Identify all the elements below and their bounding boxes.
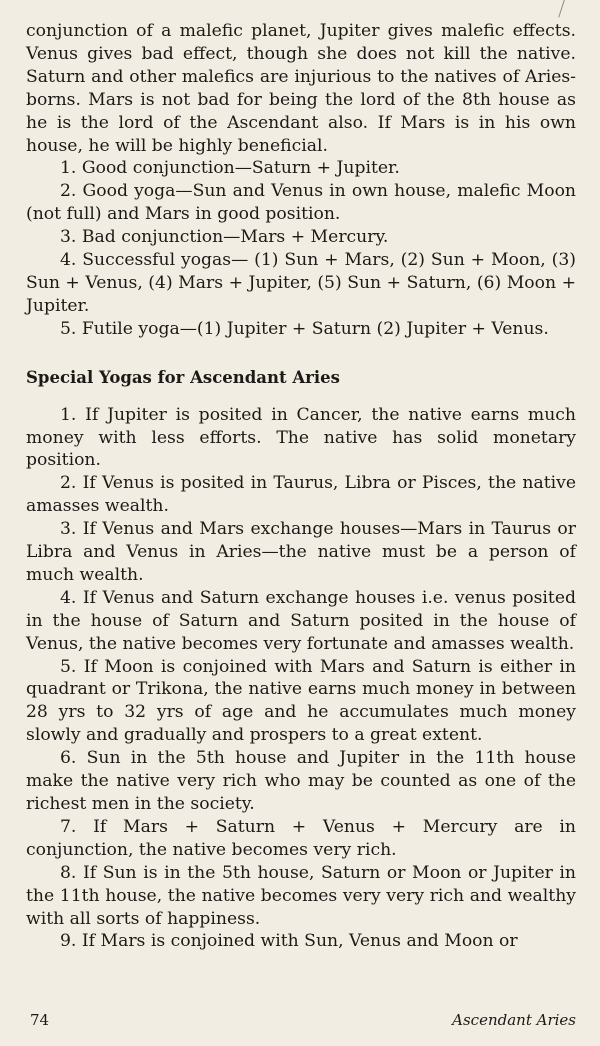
yoga-item-8: 8. If Sun is in the 5th house, Saturn or Moon or Jupiter in the 11th house, the native becomes very very rich and wealthy with all sorts of happiness.: [26, 862, 576, 929]
yoga-item-9: 9. If Mars is conjoined with Sun, Venus and Moon or: [60, 931, 518, 952]
page-corner-mark: [558, 0, 566, 18]
yoga-item-7: 7. If Mars + Saturn + Venus + Mercury are in conjunction, the native becomes very rich.: [26, 816, 576, 860]
yoga-item-3: 3. If Venus and Mars exchange houses—Mars in Taurus or Libra and Venus in Aries—the native must be a person of much wealth.: [26, 519, 576, 585]
yoga-item-5: 5. If Moon is conjoined with Mars and Saturn is either in quadrant or Trikona, the native earns much money in between 28 yrs to 32 yrs of age and he accumulates much money slowly and gradually and prospers to a great extent.: [26, 656, 576, 746]
yoga-item-1: 1. If Jupiter is posited in Cancer, the native earns much money with less efforts. The native has solid monetary position.: [26, 404, 576, 471]
page-footer: [26, 1011, 576, 1033]
running-title: Ascendant Aries: [452, 1011, 576, 1029]
page-body: [26, 20, 576, 953]
yoga-item-6: 6. Sun in the 5th house and Jupiter in the 11th house make the native very rich who may be counted as one of the richest men in the society.: [26, 748, 576, 814]
summary-item-3: 3. Bad conjunction—Mars + Mercury.: [60, 227, 389, 248]
page-number: 74: [30, 1011, 50, 1029]
yoga-item-2: 2. If Venus is posited in Taurus, Libra or Pisces, the native amasses wealth.: [26, 473, 576, 517]
summary-item-5: 5. Futile yoga—(1) Jupiter + Saturn (2) Jupiter + Venus.: [60, 318, 549, 339]
section-heading: Special Yogas for Ascendant Aries: [26, 367, 340, 387]
yoga-item-4: 4. If Venus and Saturn exchange houses i.e. venus posited in the house of Saturn and Saturn posited in the house of Venus, the native becomes very fortunate and amasses wealth.: [26, 587, 576, 654]
summary-item-4: 4. Successful yogas— (1) Sun + Mars, (2) Sun + Moon, (3) Sun + Venus, (4) Mars + Jupiter, (5) Sun + Saturn, (6) Moon + Jupiter.: [26, 250, 576, 316]
summary-item-2: 2. Good yoga—Sun and Venus in own house, malefic Moon (not full) and Mars in good position.: [26, 181, 576, 225]
summary-item-1: 1. Good conjunction—Saturn + Jupiter.: [60, 158, 400, 179]
intro-paragraph: conjunction of a malefic planet, Jupiter gives malefic effects. Venus gives bad effect, though she does not kill the native. Saturn and other malefics are injurious to the natives of Aries-borns. Mars is not bad for being the lord of the 8th house as he is the lord of the Ascendant also. If Mars is in his own house, he will be highly beneficial.: [26, 21, 576, 156]
